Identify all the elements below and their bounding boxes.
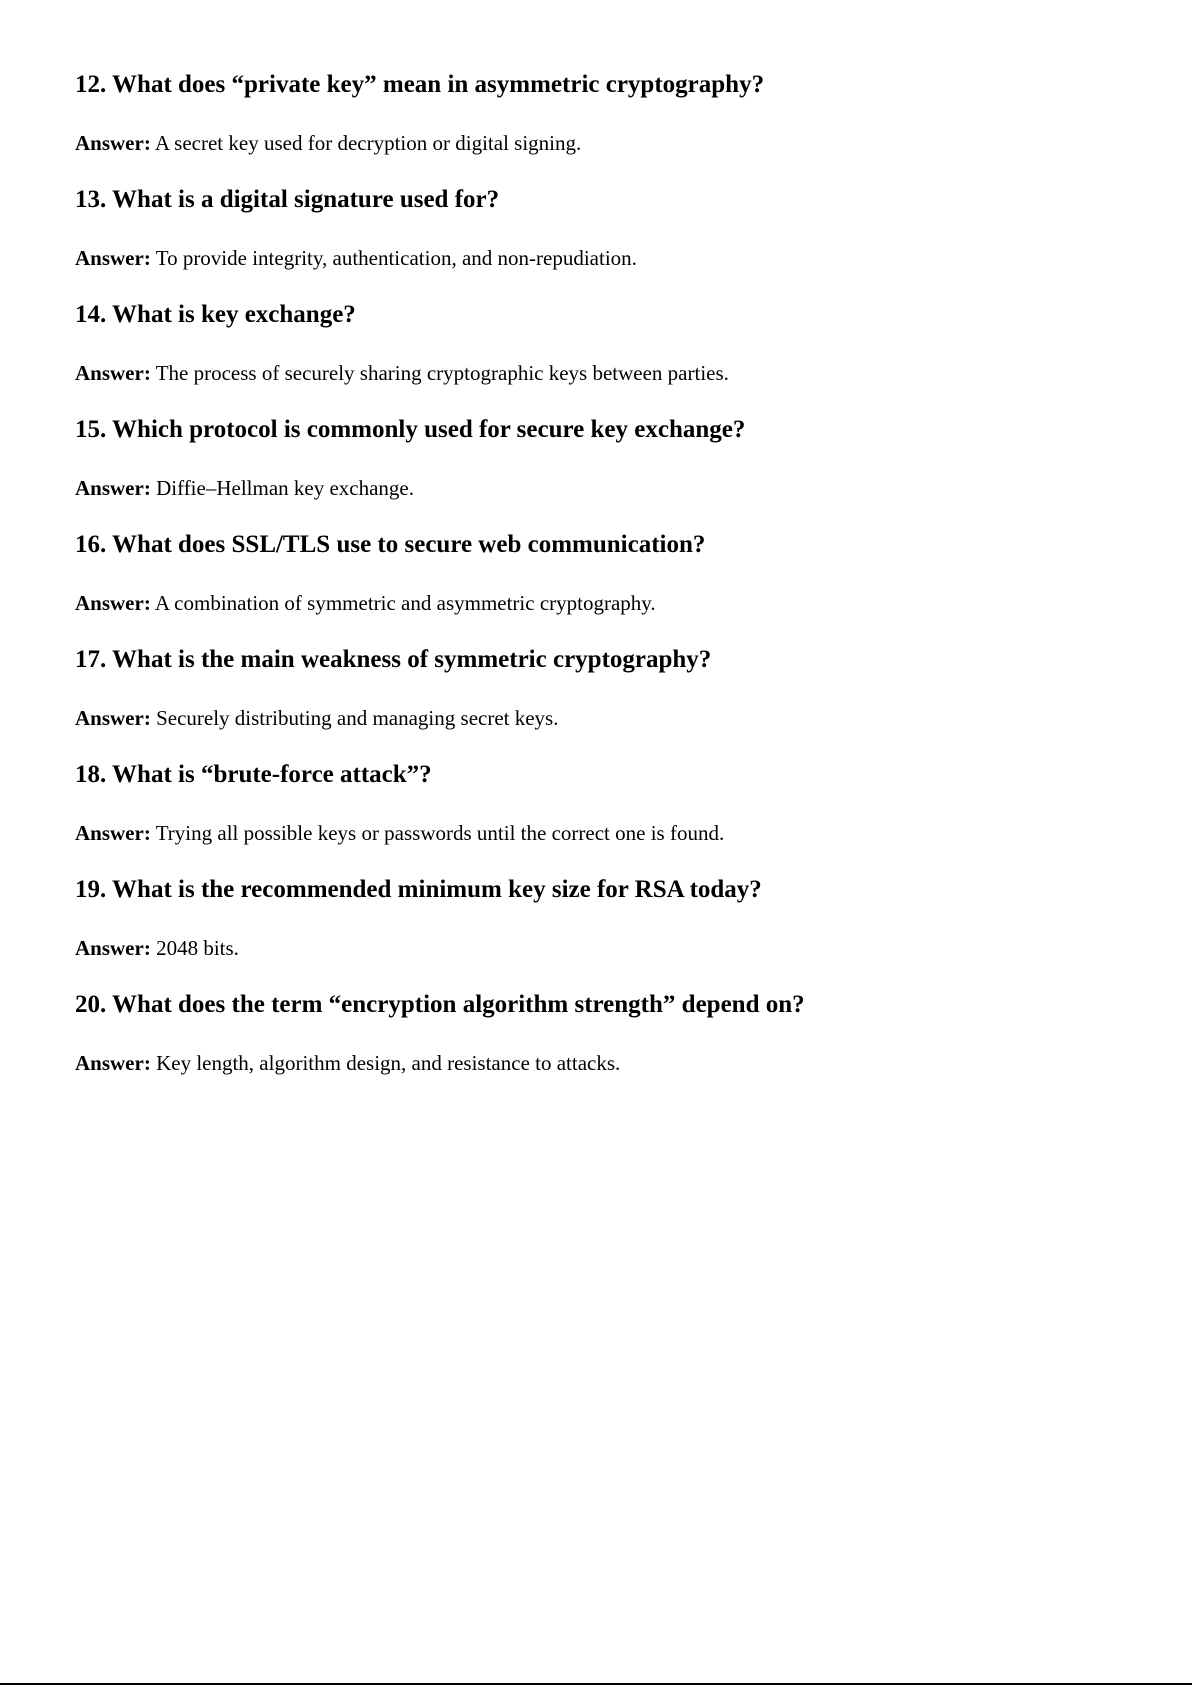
answer-text: A combination of symmetric and asymmetric cryptography.	[154, 591, 656, 615]
answer-label: Answer:	[75, 1051, 151, 1075]
question-heading: 17. What is the main weakness of symmetric cryptography?	[75, 646, 712, 673]
answer-text: The process of securely sharing cryptographic keys between parties.	[155, 361, 729, 385]
answer-text: Diffie–Hellman key exchange.	[156, 476, 415, 500]
answer-line	[75, 475, 414, 501]
answer-line	[75, 245, 637, 271]
answer-label: Answer:	[75, 361, 151, 385]
answer-text: 2048 bits.	[156, 936, 239, 960]
question-heading: 13. What is a digital signature used for?	[75, 186, 500, 213]
answer-text: Trying all possible keys or passwords until the correct one is found.	[155, 821, 725, 845]
answer-label: Answer:	[75, 591, 151, 615]
answer-line	[75, 1050, 620, 1076]
answer-line	[75, 820, 724, 846]
question-heading: 18. What is “brute-force attack”?	[75, 761, 432, 788]
answer-line	[75, 590, 656, 616]
answer-line	[75, 130, 581, 156]
question-heading: 19. What is the recommended minimum key size for RSA today?	[75, 876, 762, 903]
question-heading: 16. What does SSL/TLS use to secure web communication?	[75, 531, 706, 558]
answer-text: Securely distributing and managing secret keys.	[156, 706, 559, 730]
answer-text: A secret key used for decryption or digital signing.	[154, 131, 582, 155]
answer-label: Answer:	[75, 476, 151, 500]
answer-text: To provide integrity, authentication, and non-repudiation.	[155, 246, 637, 270]
answer-line	[75, 705, 558, 731]
question-heading: 14. What is key exchange?	[75, 301, 356, 328]
answer-label: Answer:	[75, 706, 151, 730]
answer-label: Answer:	[75, 821, 151, 845]
question-heading: 12. What does “private key” mean in asymmetric cryptography?	[75, 71, 765, 98]
answer-line	[75, 360, 729, 386]
question-heading: 20. What does the term “encryption algorithm strength” depend on?	[75, 991, 805, 1018]
answer-label: Answer:	[75, 131, 151, 155]
answer-label: Answer:	[75, 246, 151, 270]
answer-label: Answer:	[75, 936, 151, 960]
answer-text: Key length, algorithm design, and resistance to attacks.	[156, 1051, 621, 1075]
question-heading: 15. Which protocol is commonly used for secure key exchange?	[75, 416, 746, 443]
answer-line	[75, 935, 239, 961]
